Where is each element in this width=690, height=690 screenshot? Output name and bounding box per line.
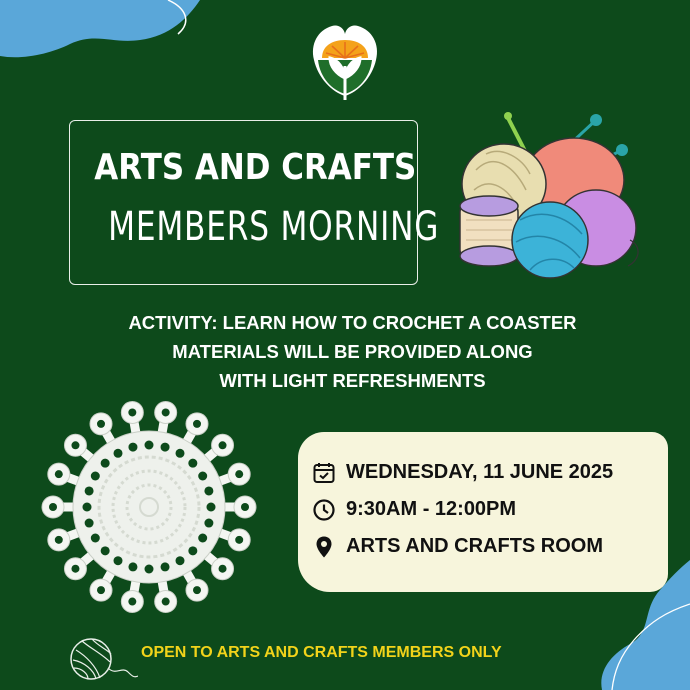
sun-leaf-logo-icon: [308, 22, 382, 102]
activity-description: [60, 308, 645, 395]
yarn-ball-icon: [68, 636, 138, 682]
time-row: [312, 491, 668, 528]
event-time: 9:30AM - 12:00PM: [346, 498, 517, 520]
date-row: [312, 454, 668, 491]
crochet-coaster-image: [34, 392, 264, 622]
top-left-blue-shape: [0, 0, 200, 62]
calendar-icon: [312, 461, 336, 485]
title-box: [69, 120, 440, 285]
activity-line-2: MATERIALS WILL BE PROVIDED ALONG: [172, 341, 533, 362]
event-location: ARTS AND CRAFTS ROOM: [346, 535, 604, 557]
clock-icon: [312, 498, 336, 522]
location-row: [312, 528, 668, 565]
title-line-2: MEMBERS MORNING: [108, 204, 440, 250]
title-line-1: ARTS AND CRAFTS: [94, 147, 417, 188]
event-details-card: [298, 432, 668, 592]
location-pin-icon: [312, 535, 336, 559]
activity-line-3: WITH LIGHT REFRESHMENTS: [219, 370, 486, 391]
yarn-and-needles-illustration: [446, 110, 646, 280]
event-date: WEDNESDAY, 11 JUNE 2025: [346, 461, 614, 483]
eligibility-note: OPEN TO ARTS AND CRAFTS MEMBERS ONLY: [141, 644, 502, 661]
activity-line-1: ACTIVITY: LEARN HOW TO CROCHET A COASTER: [128, 312, 577, 333]
